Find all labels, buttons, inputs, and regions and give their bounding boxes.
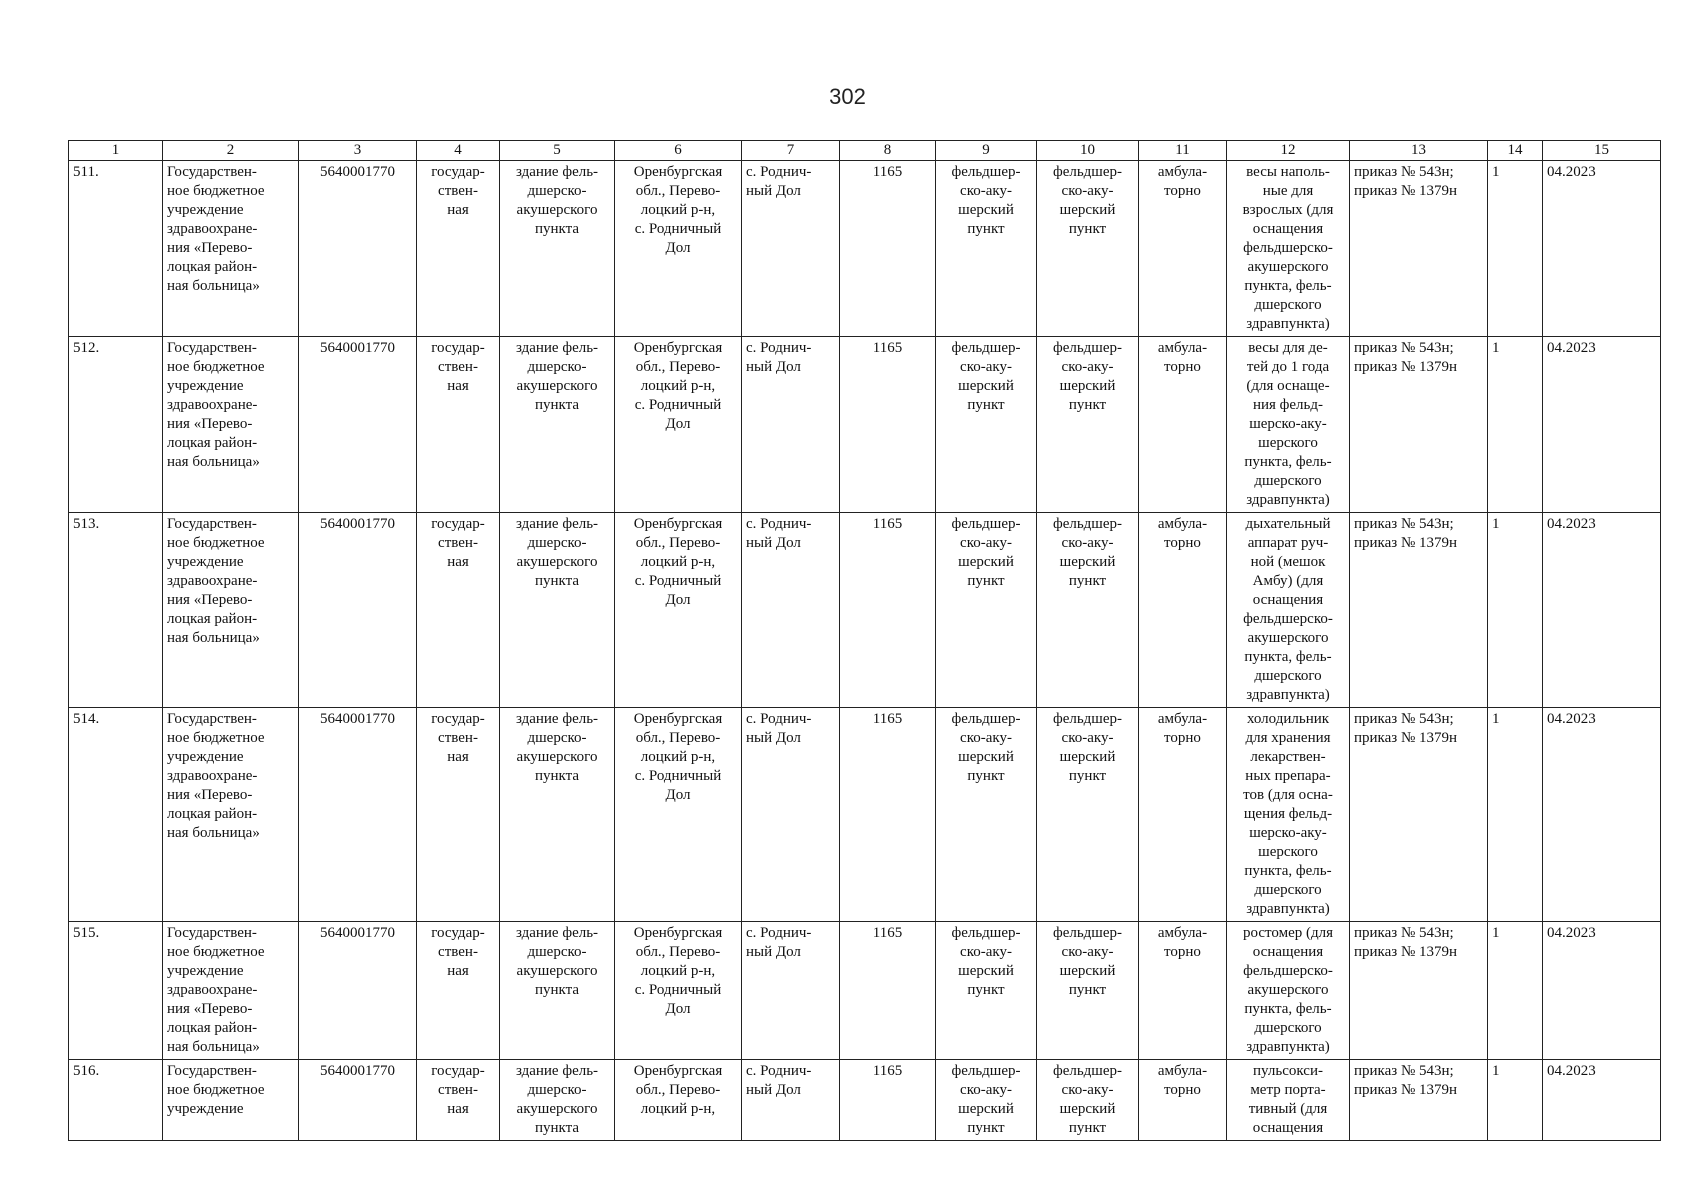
table-row <box>69 1060 1661 1141</box>
column-header-13: 13 <box>1350 141 1488 161</box>
cell-population: 1165 <box>840 513 936 708</box>
cell-facility-type-9: фельдшер- ско-аку- шерский пункт <box>936 708 1037 922</box>
table-row <box>69 337 1661 513</box>
cell-building-type: здание фель- дшерско- акушерского пункта <box>500 1060 615 1141</box>
page-number: 302 <box>829 84 866 109</box>
cell-equipment: весы наполь- ные для взрослых (для оснащения фельдшерско- акушерского пункта, фель- дшерского здравпункта) <box>1227 161 1350 337</box>
column-header-10: 10 <box>1037 141 1139 161</box>
cell-row-number: 514. <box>69 708 163 922</box>
cell-building-type: здание фель- дшерско- акушерского пункта <box>500 513 615 708</box>
cell-regulation: приказ № 543н; приказ № 1379н <box>1350 708 1488 922</box>
cell-date: 04.2023 <box>1543 1060 1661 1141</box>
cell-care-form: амбула- торно <box>1139 513 1227 708</box>
cell-ownership-form: государ- ствен- ная <box>417 708 500 922</box>
cell-population: 1165 <box>840 337 936 513</box>
cell-equipment: ростомер (для оснащения фельдшерско- акушерского пункта, фель- дшерского здравпункта) <box>1227 922 1350 1060</box>
cell-facility-type-10: фельдшер- ско-аку- шерский пункт <box>1037 708 1139 922</box>
cell-row-number: 512. <box>69 337 163 513</box>
cell-ownership-form: государ- ствен- ная <box>417 1060 500 1141</box>
cell-building-type: здание фель- дшерско- акушерского пункта <box>500 708 615 922</box>
cell-inn: 5640001770 <box>299 161 417 337</box>
column-header-14: 14 <box>1488 141 1543 161</box>
cell-regulation: приказ № 543н; приказ № 1379н <box>1350 513 1488 708</box>
cell-address: Оренбургская обл., Перево- лоцкий р-н, <box>615 1060 742 1141</box>
cell-date: 04.2023 <box>1543 337 1661 513</box>
cell-row-number: 513. <box>69 513 163 708</box>
cell-regulation: приказ № 543н; приказ № 1379н <box>1350 161 1488 337</box>
cell-regulation: приказ № 543н; приказ № 1379н <box>1350 1060 1488 1141</box>
cell-quantity: 1 <box>1488 1060 1543 1141</box>
column-header-5: 5 <box>500 141 615 161</box>
cell-inn: 5640001770 <box>299 337 417 513</box>
cell-care-form: амбула- торно <box>1139 337 1227 513</box>
cell-organization-name: Государствен- ное бюджетное учреждение <box>163 1060 299 1141</box>
cell-row-number: 511. <box>69 161 163 337</box>
cell-row-number: 515. <box>69 922 163 1060</box>
cell-quantity: 1 <box>1488 922 1543 1060</box>
cell-care-form: амбула- торно <box>1139 922 1227 1060</box>
cell-date: 04.2023 <box>1543 708 1661 922</box>
cell-facility-type-10: фельдшер- ско-аку- шерский пункт <box>1037 922 1139 1060</box>
cell-organization-name: Государствен- ное бюджетное учреждение здравоохране- ния «Перево- лоцкая район- ная больница» <box>163 922 299 1060</box>
column-header-1: 1 <box>69 141 163 161</box>
cell-facility-type-10: фельдшер- ско-аку- шерский пункт <box>1037 513 1139 708</box>
cell-address: Оренбургская обл., Перево- лоцкий р-н, с. Родничный Дол <box>615 708 742 922</box>
cell-settlement: с. Роднич- ный Дол <box>742 513 840 708</box>
cell-address: Оренбургская обл., Перево- лоцкий р-н, с. Родничный Дол <box>615 922 742 1060</box>
cell-settlement: с. Роднич- ный Дол <box>742 337 840 513</box>
cell-organization-name: Государствен- ное бюджетное учреждение здравоохране- ния «Перево- лоцкая район- ная больница» <box>163 161 299 337</box>
cell-settlement: с. Роднич- ный Дол <box>742 1060 840 1141</box>
cell-equipment: пульсокси- метр порта- тивный (для оснащения <box>1227 1060 1350 1141</box>
cell-facility-type-9: фельдшер- ско-аку- шерский пункт <box>936 337 1037 513</box>
cell-organization-name: Государствен- ное бюджетное учреждение здравоохране- ния «Перево- лоцкая район- ная больница» <box>163 337 299 513</box>
cell-inn: 5640001770 <box>299 708 417 922</box>
cell-facility-type-9: фельдшер- ско-аку- шерский пункт <box>936 513 1037 708</box>
cell-inn: 5640001770 <box>299 513 417 708</box>
cell-equipment: дыхательный аппарат руч- ной (мешок Амбу) (для оснащения фельдшерско- акушерского пункта, фель- дшерского здравпункта) <box>1227 513 1350 708</box>
cell-ownership-form: государ- ствен- ная <box>417 513 500 708</box>
cell-facility-type-9: фельдшер- ско-аку- шерский пункт <box>936 161 1037 337</box>
cell-ownership-form: государ- ствен- ная <box>417 161 500 337</box>
cell-inn: 5640001770 <box>299 922 417 1060</box>
cell-date: 04.2023 <box>1543 161 1661 337</box>
cell-facility-type-10: фельдшер- ско-аку- шерский пункт <box>1037 337 1139 513</box>
registry-table <box>68 140 1661 1141</box>
cell-building-type: здание фель- дшерско- акушерского пункта <box>500 161 615 337</box>
column-header-2: 2 <box>163 141 299 161</box>
cell-population: 1165 <box>840 161 936 337</box>
cell-settlement: с. Роднич- ный Дол <box>742 922 840 1060</box>
cell-quantity: 1 <box>1488 513 1543 708</box>
cell-building-type: здание фель- дшерско- акушерского пункта <box>500 922 615 1060</box>
cell-organization-name: Государствен- ное бюджетное учреждение здравоохране- ния «Перево- лоцкая район- ная больница» <box>163 708 299 922</box>
cell-facility-type-10: фельдшер- ско-аку- шерский пункт <box>1037 1060 1139 1141</box>
cell-inn: 5640001770 <box>299 1060 417 1141</box>
table-row <box>69 708 1661 922</box>
cell-regulation: приказ № 543н; приказ № 1379н <box>1350 922 1488 1060</box>
cell-population: 1165 <box>840 1060 936 1141</box>
table-row <box>69 161 1661 337</box>
cell-care-form: амбула- торно <box>1139 161 1227 337</box>
column-header-11: 11 <box>1139 141 1227 161</box>
column-header-15: 15 <box>1543 141 1661 161</box>
cell-regulation: приказ № 543н; приказ № 1379н <box>1350 337 1488 513</box>
cell-facility-type-10: фельдшер- ско-аку- шерский пункт <box>1037 161 1139 337</box>
cell-address: Оренбургская обл., Перево- лоцкий р-н, с. Родничный Дол <box>615 161 742 337</box>
table-row <box>69 513 1661 708</box>
cell-population: 1165 <box>840 708 936 922</box>
column-header-8: 8 <box>840 141 936 161</box>
cell-address: Оренбургская обл., Перево- лоцкий р-н, с. Родничный Дол <box>615 337 742 513</box>
table-body <box>69 161 1661 1141</box>
cell-ownership-form: государ- ствен- ная <box>417 922 500 1060</box>
cell-address: Оренбургская обл., Перево- лоцкий р-н, с. Родничный Дол <box>615 513 742 708</box>
cell-population: 1165 <box>840 922 936 1060</box>
cell-date: 04.2023 <box>1543 513 1661 708</box>
column-header-3: 3 <box>299 141 417 161</box>
column-header-7: 7 <box>742 141 840 161</box>
cell-equipment: холодильник для хранения лекарствен- ных препара- тов (для осна- щения фельд- шерско-аку- шерского пункта, фель- дшерского здравпункта) <box>1227 708 1350 922</box>
table-row <box>69 922 1661 1060</box>
cell-care-form: амбула- торно <box>1139 1060 1227 1141</box>
cell-facility-type-9: фельдшер- ско-аку- шерский пункт <box>936 1060 1037 1141</box>
cell-settlement: с. Роднич- ный Дол <box>742 708 840 922</box>
cell-organization-name: Государствен- ное бюджетное учреждение здравоохране- ния «Перево- лоцкая район- ная больница» <box>163 513 299 708</box>
column-header-12: 12 <box>1227 141 1350 161</box>
cell-quantity: 1 <box>1488 337 1543 513</box>
cell-quantity: 1 <box>1488 708 1543 922</box>
header-row <box>69 141 1661 161</box>
cell-settlement: с. Роднич- ный Дол <box>742 161 840 337</box>
cell-date: 04.2023 <box>1543 922 1661 1060</box>
cell-equipment: весы для де- тей до 1 года (для оснаще- ния фельд- шерско-аку- шерского пункта, фель- дшерского здравпункта) <box>1227 337 1350 513</box>
cell-row-number: 516. <box>69 1060 163 1141</box>
cell-quantity: 1 <box>1488 161 1543 337</box>
column-header-4: 4 <box>417 141 500 161</box>
column-header-9: 9 <box>936 141 1037 161</box>
cell-building-type: здание фель- дшерско- акушерского пункта <box>500 337 615 513</box>
cell-care-form: амбула- торно <box>1139 708 1227 922</box>
column-header-6: 6 <box>615 141 742 161</box>
cell-ownership-form: государ- ствен- ная <box>417 337 500 513</box>
cell-facility-type-9: фельдшер- ско-аку- шерский пункт <box>936 922 1037 1060</box>
